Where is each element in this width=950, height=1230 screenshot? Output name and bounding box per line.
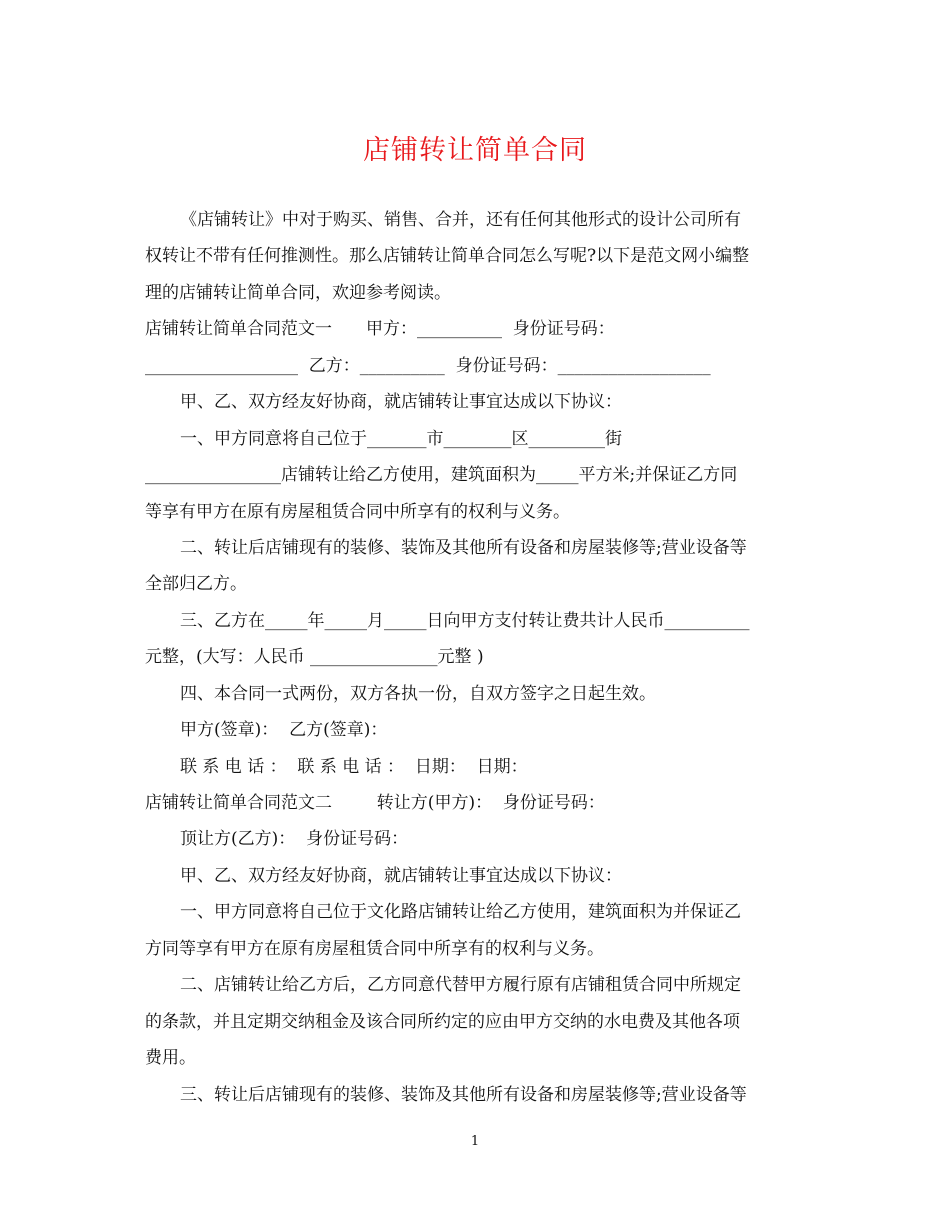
paragraph-line: 联 系 电 话 ： 联 系 电 话 ： 日期： 日期：	[180, 757, 528, 777]
paragraph-line: 甲、乙、双方经友好协商，就店铺转让事宜达成以下协议：	[180, 392, 622, 412]
paragraph-line: 的条款，并且定期交纳租金及该合同所约定的应由甲方交纳的水电费及其他各项	[145, 1012, 740, 1032]
paragraph-line: 二、转让后店铺现有的装修、装饰及其他所有设备和房屋装修等;营业设备等	[180, 538, 747, 558]
paragraph-line: 甲、乙、双方经友好协商，就店铺转让事宜达成以下协议：	[180, 866, 622, 886]
paragraph-line: ________________店铺转让给乙方使用，建筑面积为_____平方米;并保证乙方同	[145, 465, 738, 485]
paragraph-line: 元整，(大写：人民币 _______________元整 )	[145, 647, 484, 667]
paragraph-line: 三、转让后店铺现有的装修、装饰及其他所有设备和房屋装修等;营业设备等	[180, 1085, 747, 1105]
paragraph-line: 一、甲方同意将自己位于_______市________区_________街	[180, 429, 622, 449]
paragraph-line: 三、乙方在_____年_____月_____日向甲方支付转让费共计人民币__________	[180, 611, 750, 631]
paragraph-line: 店铺转让简单合同范文二 转让方(甲方)： 身份证号码：	[145, 793, 605, 813]
paragraph-line: 二、店铺转让给乙方后，乙方同意代替甲方履行原有店铺租赁合同中所规定	[180, 975, 741, 995]
paragraph-line: 全部归乙方。	[145, 574, 247, 594]
paragraph-line: 顶让方(乙方)： 身份证号码：	[180, 829, 409, 849]
page-number: 1	[470, 1134, 480, 1149]
paragraph-line: 店铺转让简单合同范文一 甲方：__________ 身份证号码：	[145, 319, 615, 339]
paragraph-line: __________________ 乙方：__________ 身份证号码：__________________	[145, 356, 711, 376]
paragraph-line: 四、本合同一式两份，双方各执一份，自双方签字之日起生效。	[180, 684, 656, 704]
paragraph-line: 《店铺转让》中对于购买、销售、合并，还有任何其他形式的设计公司所有	[180, 210, 741, 230]
document-title: 店铺转让简单合同	[363, 135, 587, 166]
paragraph-line: 方同等享有甲方在原有房屋租赁合同中所享有的权利与义务。	[145, 939, 604, 959]
paragraph-line: 权转让不带有任何推测性。那么店铺转让简单合同怎么写呢?以下是范文网小编整	[145, 246, 750, 266]
paragraph-line: 费用。	[145, 1048, 196, 1068]
paragraph-line: 理的店铺转让简单合同，欢迎参考阅读。	[145, 283, 451, 303]
paragraph-line: 甲方(签章)： 乙方(签章)：	[180, 720, 388, 740]
paragraph-line: 一、甲方同意将自己位于文化路店铺转让给乙方使用，建筑面积为并保证乙	[180, 902, 741, 922]
paragraph-line: 等享有甲方在原有房屋租赁合同中所享有的权利与义务。	[145, 502, 570, 522]
